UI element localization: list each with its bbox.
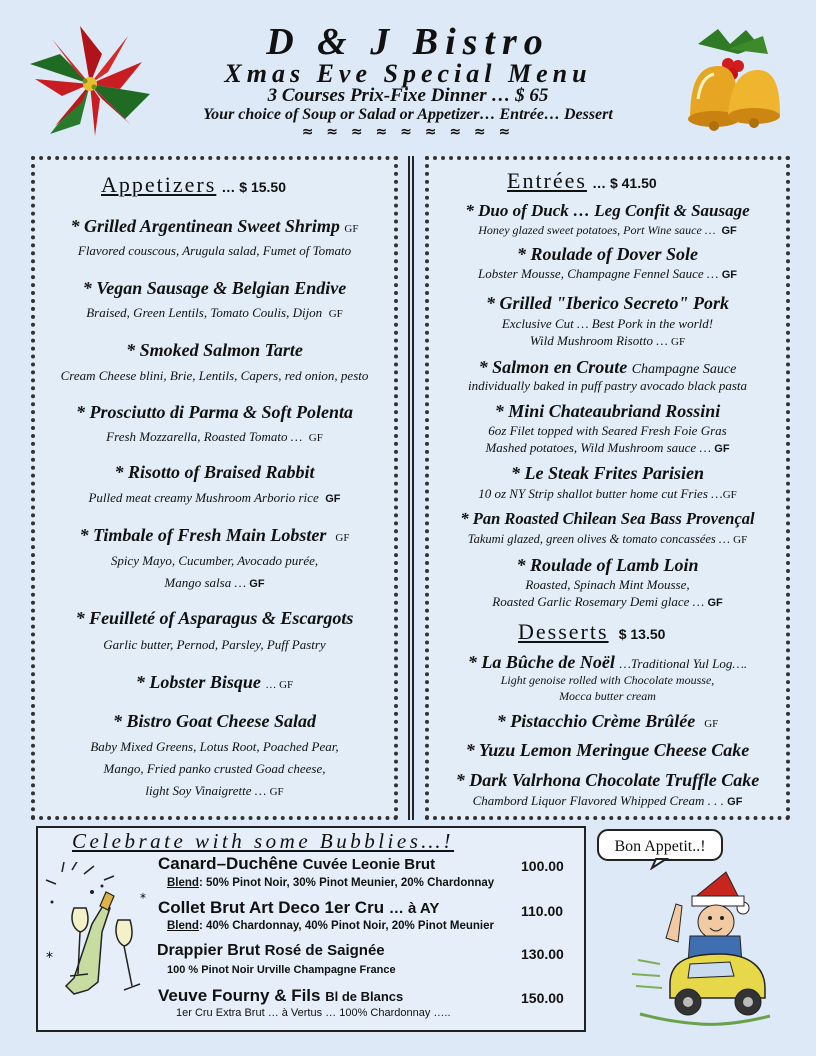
champagne-glasses-icon bbox=[44, 862, 156, 1004]
appetizer-desc: Mango salsa … GF bbox=[164, 575, 265, 590]
restaurant-title: D & J Bistro bbox=[266, 21, 550, 63]
entree-desc: Honey glazed sweet potatoes, Port Wine sauce … GF bbox=[478, 223, 737, 237]
appetizer-name: * Feuilleté of Asparagus & Escargots bbox=[75, 608, 354, 628]
dessert-name: * La Bûche de Noël …Traditional Yul Log…. bbox=[467, 652, 748, 672]
entree-name: * Roulade of Lamb Loin bbox=[516, 555, 699, 575]
entree-desc: Lobster Mousse, Champagne Fennel Sauce … GF bbox=[478, 266, 737, 281]
wine-detail: 1er Cru Extra Brut … à Vertus … 100% Chardonnay ….. bbox=[176, 1007, 451, 1019]
entree-desc: 6oz Filet topped with Seared Fresh Foie Gras bbox=[488, 423, 727, 438]
bon-appetit-text: Bon Appetit..! bbox=[614, 838, 706, 855]
svg-text:*: * bbox=[140, 891, 146, 905]
wine-detail: Blend: 40% Chardonnay, 40% Pinot Noir, 20% Pinot Meunier bbox=[167, 920, 494, 932]
appetizers-heading: Appetizers bbox=[101, 172, 217, 197]
wine-detail: 100 % Pinot Noir Urville Champagne France bbox=[167, 964, 396, 976]
entree-name: * Mini Chateaubriand Rossini bbox=[494, 401, 721, 421]
entree-desc: Wild Mushroom Risotto … GF bbox=[529, 333, 686, 348]
column-divider bbox=[408, 156, 414, 820]
menu-subtitle: Xmas Eve Special Menu bbox=[224, 59, 592, 88]
entrees-heading: Entrées bbox=[507, 168, 587, 193]
wine-price: 110.00 bbox=[521, 903, 564, 919]
dessert-name: * Dark Valrhona Chocolate Truffle Cake bbox=[455, 770, 760, 790]
appetizer-name: * Grilled Argentinean Sweet Shrimp GF bbox=[70, 216, 359, 236]
appetizer-name: * Lobster Bisque … GF bbox=[135, 672, 294, 692]
desserts-price: $ 13.50 bbox=[618, 626, 666, 642]
dessert-name: * Pistacchio Crème Brûlée GF bbox=[496, 711, 719, 731]
appetizer-desc: Baby Mixed Greens, Lotus Root, Poached Pear, bbox=[90, 739, 339, 754]
appetizer-desc: Fresh Mozzarella, Roasted Tomato … GF bbox=[106, 429, 323, 444]
entree-name: * Roulade of Dover Sole bbox=[517, 244, 698, 264]
entree-name: * Grilled "Iberico Secreto" Pork bbox=[486, 293, 729, 313]
course-choice-line: Your choice of Soup or Salad or Appetizer… Entrée… Dessert bbox=[203, 106, 613, 123]
appetizer-name: * Bistro Goat Cheese Salad bbox=[112, 711, 317, 731]
header-divider: ≈ ≈ ≈ ≈ ≈ ≈ ≈ ≈ ≈ bbox=[301, 124, 515, 140]
wine-name: Collet Brut Art Deco 1er Cru … à AY bbox=[158, 898, 440, 917]
entrees-heading-row bbox=[507, 168, 657, 194]
bubbly-heading: Celebrate with some Bubblies…! bbox=[72, 829, 455, 853]
wine-price: 130.00 bbox=[521, 946, 564, 962]
appetizer-desc: Garlic butter, Pernod, Parsley, Puff Pastry bbox=[103, 637, 326, 652]
appetizer-name: * Risotto of Braised Rabbit bbox=[114, 462, 315, 482]
dessert-desc: Mocca butter cream bbox=[559, 689, 656, 703]
entree-desc: 10 oz NY Strip shallot butter home cut Fries …GF bbox=[478, 486, 737, 501]
desserts-heading-row bbox=[518, 619, 665, 645]
desserts-heading: Desserts bbox=[518, 619, 609, 644]
svg-text:*: * bbox=[46, 950, 53, 966]
appetizer-desc: Mango, Fried panko crusted Goad cheese, bbox=[103, 761, 326, 776]
appetizer-desc: light Soy Vinaigrette … GF bbox=[145, 783, 284, 798]
dessert-name: * Yuzu Lemon Meringue Cheese Cake bbox=[465, 740, 750, 760]
entree-desc: individually baked in puff pastry avocado black pasta bbox=[467, 378, 748, 393]
appetizer-name: * Smoked Salmon Tarte bbox=[126, 340, 303, 360]
entree-desc: Takumi glazed, green olives & tomato concassées … GF bbox=[467, 532, 748, 546]
dessert-desc: Chambord Liquor Flavored Whipped Cream . . . GF bbox=[472, 793, 743, 808]
dessert-desc: Light genoise rolled with Chocolate mousse, bbox=[500, 673, 715, 687]
appetizer-desc: Braised, Green Lentils, Tomato Coulis, Dijon GF bbox=[86, 305, 343, 320]
wine-name: Drappier Brut Rosé de Saignée bbox=[157, 942, 385, 959]
appetizer-desc: Flavored couscous, Arugula salad, Fumet of Tomato bbox=[77, 243, 352, 258]
wine-price: 150.00 bbox=[521, 990, 564, 1006]
wine-price: 100.00 bbox=[521, 858, 564, 874]
entree-desc: Roasted Garlic Rosemary Demi glace … GF bbox=[492, 594, 723, 609]
wine-name: Canard–Duchêne Cuvée Leonie Brut bbox=[158, 854, 436, 873]
entree-desc: Mashed potatoes, Wild Mushroom sauce … GF bbox=[485, 440, 730, 455]
appetizer-name: * Timbale of Fresh Main Lobster GF bbox=[79, 525, 350, 545]
santa-car-illustration bbox=[630, 864, 780, 1034]
appetizer-name: * Vegan Sausage & Belgian Endive bbox=[82, 278, 347, 298]
appetizers-heading-row bbox=[101, 172, 286, 198]
entree-desc: Roasted, Spinach Mint Mousse, bbox=[525, 577, 690, 592]
prix-fixe-line: 3 Courses Prix-Fixe Dinner … $ 65 bbox=[267, 85, 549, 106]
appetizers-price: … $ 15.50 bbox=[221, 179, 286, 195]
wine-detail: Blend: 50% Pinot Noir, 30% Pinot Meunier, 20% Chardonnay bbox=[167, 877, 495, 889]
entree-name: * Le Steak Frites Parisien bbox=[511, 463, 704, 483]
entrees-price: … $ 41.50 bbox=[592, 175, 657, 191]
entree-name: * Salmon en Croute Champagne Sauce bbox=[478, 357, 737, 377]
wine-name: Veuve Fourny & Fils Bl de Blancs bbox=[158, 986, 404, 1005]
appetizer-desc: Cream Cheese blini, Brie, Lentils, Capers, red onion, pesto bbox=[60, 368, 369, 383]
appetizer-desc: Pulled meat creamy Mushroom Arborio rice GF bbox=[88, 490, 341, 505]
appetizer-name: * Prosciutto di Parma & Soft Polenta bbox=[75, 402, 353, 422]
entree-name: * Pan Roasted Chilean Sea Bass Provençal bbox=[460, 509, 755, 528]
entree-name: * Duo of Duck … Leg Confit & Sausage bbox=[465, 201, 750, 220]
entree-desc: Exclusive Cut … Best Pork in the world! bbox=[501, 316, 714, 331]
appetizer-desc: Spicy Mayo, Cucumber, Avocado purée, bbox=[110, 553, 319, 568]
